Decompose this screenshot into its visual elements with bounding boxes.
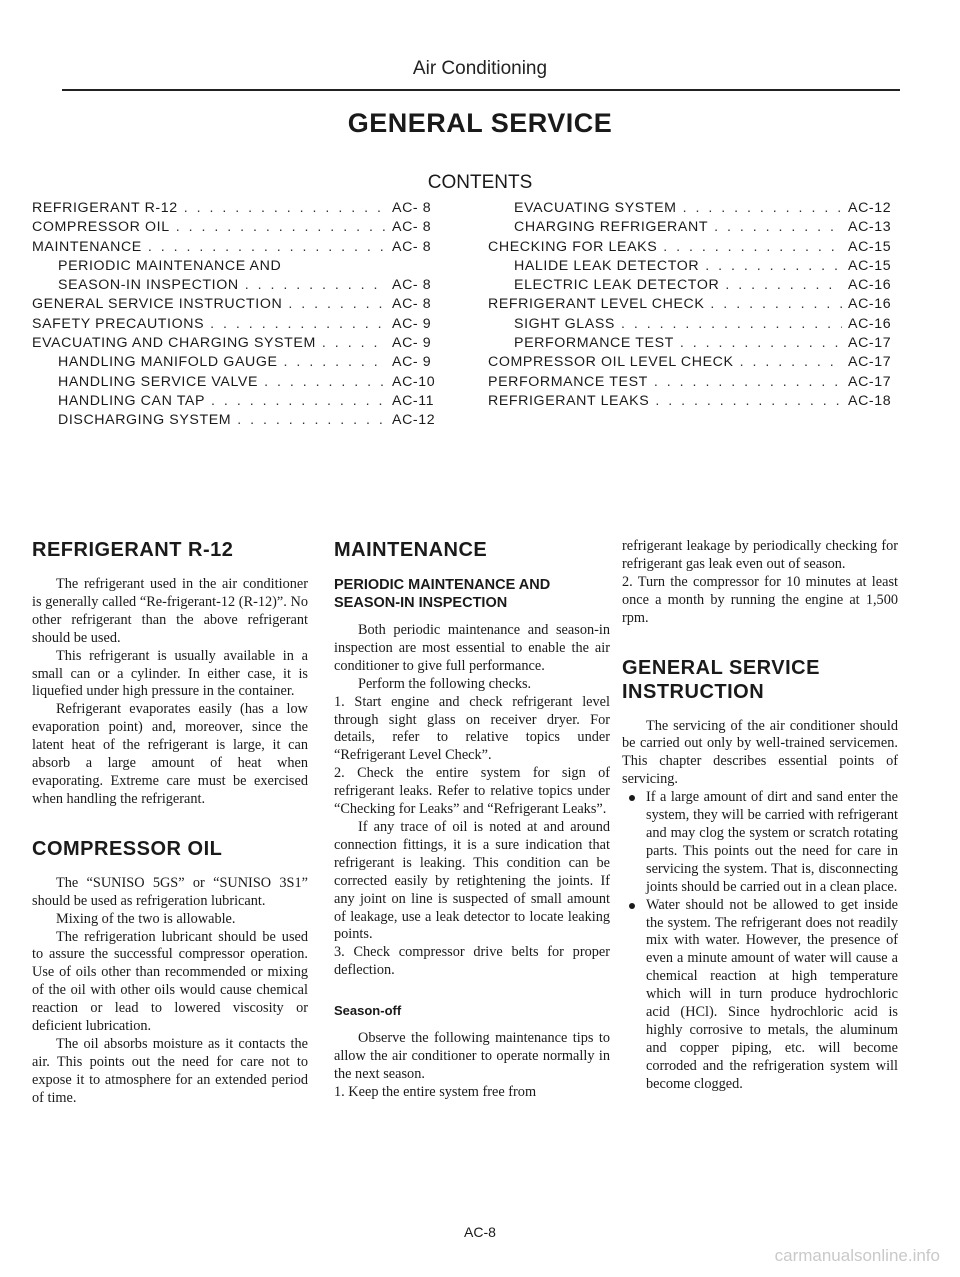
toc-left-column bbox=[32, 200, 444, 432]
service-bullet-list bbox=[622, 789, 898, 1093]
paragraph: The servicing of the air conditioner should be carried out only by well-trained servicemen. This chapter describes essential points of servicing. bbox=[622, 717, 898, 788]
toc-entry bbox=[32, 200, 444, 219]
toc-entry-label: HANDLING CAN TAP bbox=[58, 392, 206, 409]
toc-entry-page: AC-15 bbox=[848, 257, 892, 274]
toc-entry bbox=[32, 354, 444, 373]
toc-leader-dots bbox=[148, 239, 386, 255]
toc-entry-page: AC-15 bbox=[848, 238, 892, 255]
toc-entry-label: REFRIGERANT R-12 bbox=[32, 200, 178, 216]
toc-entry-label: CHARGING REFRIGERANT bbox=[514, 219, 709, 236]
paragraph: The refrigeration lubricant should be used to assure the successful compressor operation. Use of oils other than recommended or mixing of the oil with other oils would cause chemical reaction or lead to lowered viscosity or deficient lubrication. bbox=[32, 928, 308, 1035]
toc-entry bbox=[488, 393, 900, 412]
toc-entry-page: AC- 8 bbox=[392, 200, 432, 216]
toc-entry-label: HANDLING MANIFOLD GAUGE bbox=[58, 354, 278, 371]
toc-entry-page: AC-17 bbox=[848, 335, 892, 352]
toc-entry-page: AC-17 bbox=[848, 354, 892, 371]
toc-entry-page: AC- 9 bbox=[392, 315, 432, 332]
section-header: Air Conditioning bbox=[412, 58, 548, 79]
page-number: AC-8 bbox=[464, 1224, 496, 1240]
toc-entry-page: AC-16 bbox=[848, 296, 892, 313]
toc-entry-label: REFRIGERANT LEAKS bbox=[488, 392, 650, 409]
column-3 bbox=[622, 538, 898, 1094]
toc-leader-dots bbox=[211, 393, 386, 409]
toc-leader-dots bbox=[655, 393, 842, 409]
toc-leader-dots bbox=[714, 219, 842, 235]
toc-entry bbox=[488, 316, 900, 335]
toc-entry bbox=[32, 316, 444, 335]
page-title: GENERAL SERVICE bbox=[347, 108, 613, 138]
toc-leader-dots bbox=[683, 200, 842, 216]
toc-entry bbox=[488, 354, 900, 373]
paragraph: This refrigerant is usually available in a small can or a cylinder. In either case, it is liquefied under high pressure in the container. bbox=[32, 647, 308, 700]
toc-entry bbox=[32, 335, 444, 354]
step-item: 2. Check the entire system for sign of refrigerant leaks. Refer to relative topics under “Checking for Leaks” and “Refrigerant Leaks”. bbox=[334, 765, 610, 818]
toc-leader-dots bbox=[740, 354, 842, 370]
paragraph: Observe the following maintenance tips to allow the air conditioner to operate normally in the next season. bbox=[334, 1030, 610, 1082]
watermark: carmanualsonline.info bbox=[774, 1246, 940, 1265]
toc-entry-page: AC- 9 bbox=[392, 354, 432, 371]
toc-entry bbox=[32, 258, 444, 277]
toc-entry bbox=[488, 200, 900, 219]
toc-entry-page: AC- 8 bbox=[392, 277, 432, 294]
step-item: 2. Turn the compressor for 10 minutes at least once a month by running the engine at 1,500 rpm. bbox=[622, 573, 898, 626]
toc-entry-page: AC-10 bbox=[392, 373, 436, 390]
toc-entry-label: PERIODIC MAINTENANCE AND bbox=[58, 257, 282, 274]
toc-entry-label: HALIDE LEAK DETECTOR bbox=[514, 257, 700, 274]
toc-leader-dots bbox=[705, 258, 842, 274]
toc-entry bbox=[488, 374, 900, 393]
toc-entry-label: DISCHARGING SYSTEM bbox=[58, 412, 232, 429]
toc-entry bbox=[488, 296, 900, 315]
toc-entry-page: AC- 8 bbox=[392, 238, 432, 255]
list-item: If a large amount of dirt and sand enter the system, they will be carried with refrigerant and may clog the system or scratch rotating parts. This points out the need for care in servicing the system. That is, disconnecting joints should be carried out in a clean place. bbox=[622, 789, 898, 896]
toc-right-column bbox=[488, 200, 900, 412]
toc-leader-dots bbox=[284, 354, 386, 370]
toc-entry-label: PERFORMANCE TEST bbox=[488, 373, 648, 390]
toc-entry bbox=[488, 277, 900, 296]
toc-leader-dots bbox=[725, 277, 842, 293]
toc-entry-page: AC- 9 bbox=[392, 335, 432, 352]
paragraph: If any trace of oil is noted at and around connection fittings, it is a sure indication that refrigerant is leaking. This condition can be corrected easily by retightening the joints. If any joint on line is suspected of small amount of leakage, use a leak detector to locate leaking points. bbox=[334, 818, 610, 943]
paragraph: Mixing of the two is allowable. bbox=[56, 910, 236, 927]
toc-entry bbox=[32, 219, 444, 238]
toc-entry bbox=[32, 374, 444, 393]
paragraph: Perform the following checks. bbox=[358, 675, 532, 692]
toc-entry bbox=[32, 239, 444, 258]
toc-leader-dots bbox=[176, 219, 386, 235]
maintenance-heading: MAINTENANCE bbox=[334, 539, 488, 561]
toc-entry bbox=[488, 335, 900, 354]
toc-entry-page: AC-16 bbox=[848, 277, 892, 294]
periodic-maintenance-subheading: PERIODIC MAINTENANCE AND SEASON-IN INSPECTION bbox=[334, 577, 551, 611]
step-item: 3. Check compressor drive belts for proper deflection. bbox=[334, 944, 610, 979]
toc-entry-label: EVACUATING SYSTEM bbox=[514, 200, 677, 216]
toc-entry bbox=[32, 277, 444, 296]
toc-leader-dots bbox=[245, 277, 386, 293]
compressor-oil-heading: COMPRESSOR OIL bbox=[32, 837, 223, 860]
paragraph: Both periodic maintenance and season-in inspection are most essential to enable the air conditioner to give full performance. bbox=[334, 622, 610, 674]
column-2 bbox=[334, 538, 610, 1102]
toc-leader-dots bbox=[322, 335, 386, 351]
toc-entry-label: REFRIGERANT LEVEL CHECK bbox=[488, 296, 705, 313]
toc-entry-page: AC-12 bbox=[848, 200, 892, 216]
toc-entry-page: AC-13 bbox=[848, 219, 892, 236]
toc-entry-label: HANDLING SERVICE VALVE bbox=[58, 373, 259, 390]
list-item: Water should not be allowed to get inside the system. The refrigerant does not readily mix with water. However, the presence of even a minute amount of water will cause a chemical reaction at high temperature which will in turn produce hydrochloric acid (HCl). Since hydrochloric acid is highly corrosive to metals, the aluminum and copper piping, etc. will become corroded and the refrigeration system will become clogged. bbox=[622, 897, 898, 1094]
toc-leader-dots bbox=[621, 316, 842, 332]
toc-entry-page: AC- 8 bbox=[392, 219, 432, 236]
step-item: 1. Start engine and check refrigerant level through sight glass on receiver dryer. For details, refer to relative topics under “Refrigerant Level Check”. bbox=[334, 693, 610, 764]
toc-entry bbox=[488, 239, 900, 258]
column-1 bbox=[32, 538, 308, 1108]
toc-entry bbox=[32, 296, 444, 315]
step-item: 1. Keep the entire system free from bbox=[334, 1083, 537, 1100]
toc-entry bbox=[32, 393, 444, 412]
paragraph: The “SUNISO 5GS” or “SUNISO 3S1” should be used as refrigeration lubricant. bbox=[32, 874, 308, 909]
toc-entry-page: AC- 8 bbox=[392, 296, 432, 313]
toc-entry-label: ELECTRIC LEAK DETECTOR bbox=[514, 277, 720, 294]
paragraph: refrigerant leakage by periodically checking for refrigerant gas leak even out of season. bbox=[622, 538, 898, 572]
toc-leader-dots bbox=[264, 374, 386, 390]
toc-entry-label: COMPRESSOR OIL LEVEL CHECK bbox=[488, 354, 734, 371]
toc-entry-label: MAINTENANCE bbox=[32, 238, 142, 255]
toc-entry-page: AC-17 bbox=[848, 373, 892, 390]
season-off-heading: Season-off bbox=[334, 1003, 402, 1019]
toc-leader-dots bbox=[184, 200, 386, 216]
toc-entry-page: AC-12 bbox=[392, 412, 436, 429]
toc-entry-label: SEASON-IN INSPECTION bbox=[58, 277, 239, 294]
toc-entry-page: AC-11 bbox=[392, 392, 435, 409]
toc-entry-label: EVACUATING AND CHARGING SYSTEM bbox=[32, 335, 316, 352]
paragraph: Refrigerant evaporates easily (has a low evaporation point) and, moreover, since the latent heat of the refrigerant is large, it can absorb a large amount of heat when evaporating. Extreme care must be exercised when handling the refrigerant. bbox=[32, 701, 308, 807]
toc-entry-label: PERFORMANCE TEST bbox=[514, 335, 674, 352]
toc-entry-label: SIGHT GLASS bbox=[514, 315, 615, 332]
general-service-instruction-heading: GENERAL SERVICE INSTRUCTION bbox=[622, 656, 820, 703]
toc-entry-label: GENERAL SERVICE INSTRUCTION bbox=[32, 296, 283, 313]
toc-entry bbox=[488, 258, 900, 277]
toc-entry bbox=[32, 412, 444, 431]
toc-leader-dots bbox=[710, 296, 842, 312]
toc-leader-dots bbox=[663, 239, 842, 255]
toc-entry-label: SAFETY PRECAUTIONS bbox=[32, 315, 205, 332]
toc-leader-dots bbox=[210, 316, 386, 332]
contents-heading: CONTENTS bbox=[427, 172, 533, 193]
toc-leader-dots bbox=[237, 412, 386, 428]
toc-entry-page: AC-18 bbox=[848, 392, 892, 409]
toc-leader-dots bbox=[680, 335, 842, 351]
toc-entry-page: AC-16 bbox=[848, 315, 892, 332]
toc-entry bbox=[488, 219, 900, 238]
paragraph: The oil absorbs moisture as it contacts the air. This points out the need for care not to expose it to atmosphere for an extended period of time. bbox=[32, 1035, 308, 1106]
paragraph: The refrigerant used in the air conditioner is generally called “Re-frigerant-12 (R-12)”. No other refrigerant than the above refrigerant should be used. bbox=[32, 576, 308, 646]
header-divider bbox=[62, 89, 900, 91]
refrigerant-heading: REFRIGERANT R-12 bbox=[32, 539, 234, 561]
toc-leader-dots bbox=[288, 296, 386, 312]
toc-entry-label: CHECKING FOR LEAKS bbox=[488, 238, 658, 255]
toc-entry-label: COMPRESSOR OIL bbox=[32, 219, 170, 236]
toc-leader-dots bbox=[654, 374, 842, 390]
